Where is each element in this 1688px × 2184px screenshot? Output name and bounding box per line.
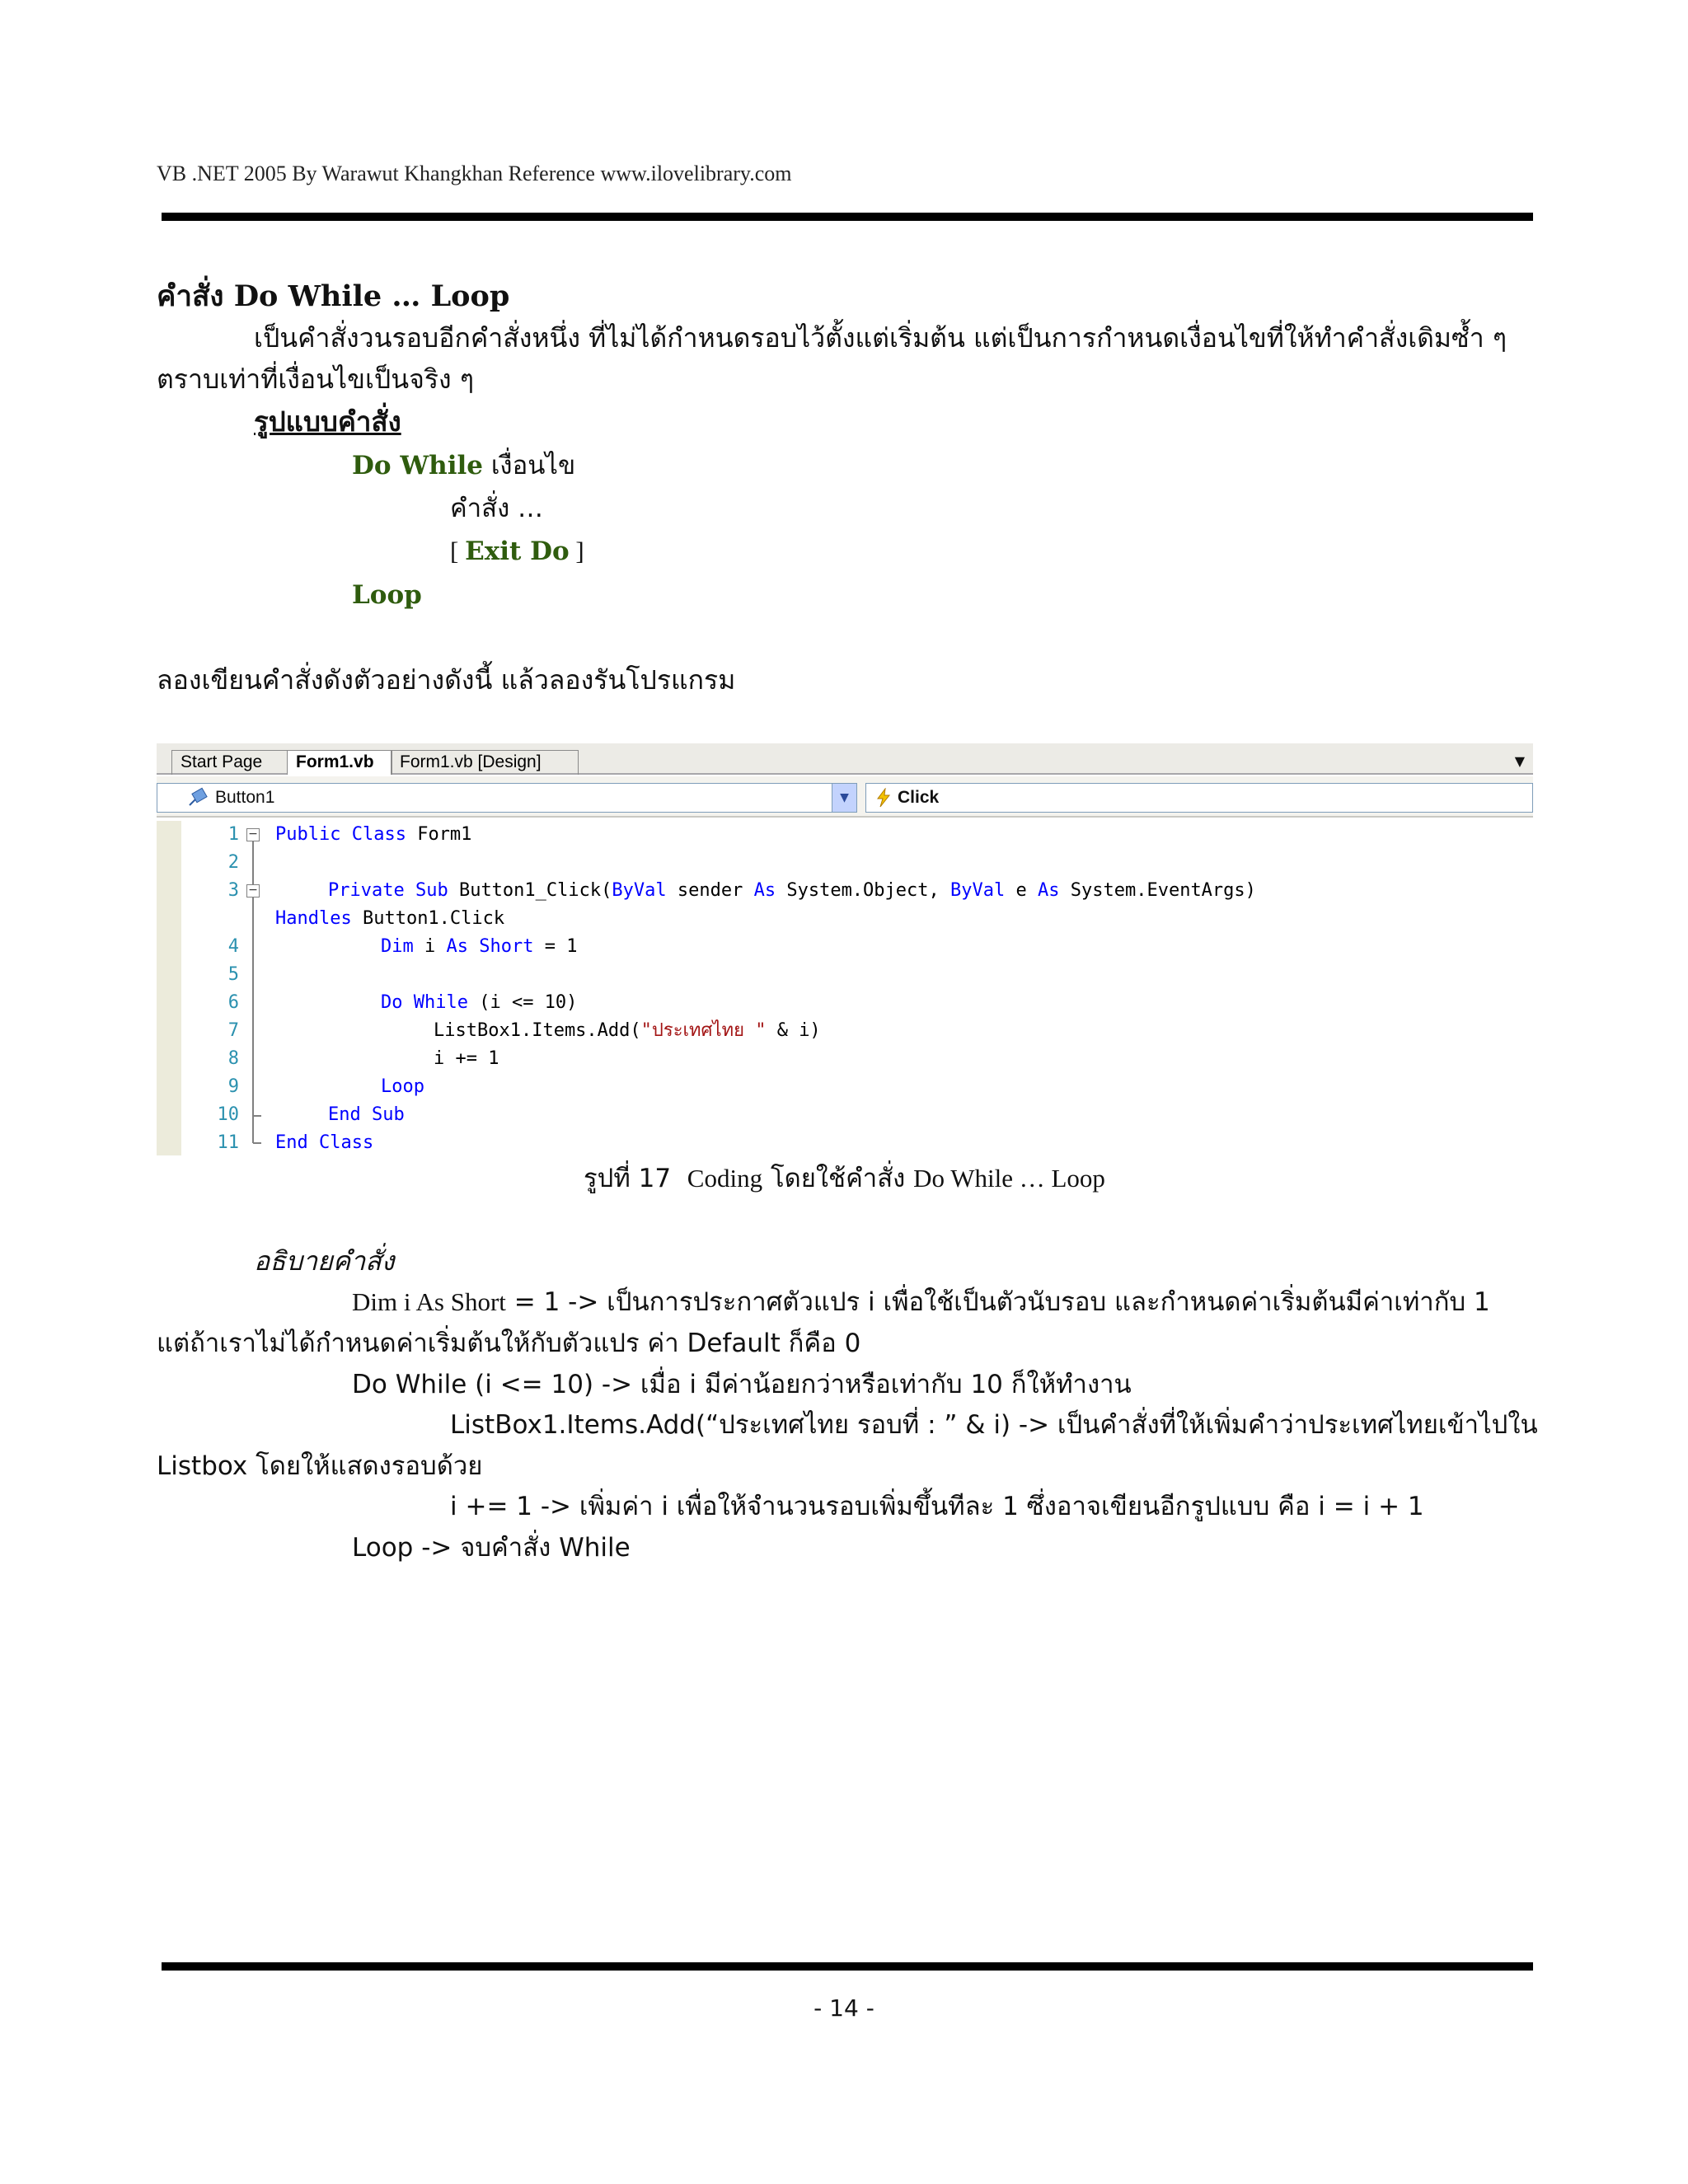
code-line-7 bbox=[434, 1017, 821, 1045]
navigation-bar bbox=[157, 776, 1533, 818]
line-number: 10 bbox=[217, 1104, 239, 1125]
code-keyword: End Sub bbox=[328, 1104, 405, 1125]
code-text: (i <= 10) bbox=[467, 992, 578, 1013]
code-text: ListBox1.Items.Add( bbox=[434, 1020, 641, 1041]
line-number: 8 bbox=[227, 1048, 239, 1069]
explanation-line-6: i += 1 -> เพิ่มค่า i เพื่อให้จำนวนรอบเพิ่มขึ้นทีละ 1 ซึ่งอาจเขียนอีกรูปแบบ คือ i = i + 1 bbox=[450, 1492, 1424, 1521]
code-keyword: Loop bbox=[381, 1076, 424, 1097]
caption-thai: โดยใช้คำสั่ง bbox=[762, 1164, 914, 1193]
tab-form1-vb[interactable]: Form1.vb bbox=[287, 750, 392, 775]
code-line-11 bbox=[275, 1129, 373, 1157]
code-text: System.Object, bbox=[776, 880, 951, 901]
tab-start-page[interactable]: Start Page bbox=[171, 750, 295, 775]
tab-list-dropdown-icon[interactable]: ▼ bbox=[1514, 753, 1525, 769]
code-keyword: ByVal bbox=[950, 880, 1006, 901]
line-number: 9 bbox=[227, 1076, 239, 1097]
code-keyword: End Class bbox=[275, 1132, 374, 1153]
code-text: Button1.Click bbox=[351, 908, 505, 929]
syntax-do-while-keyword: Do While bbox=[352, 451, 483, 480]
page-header: VB .NET 2005 By Warawut Khangkhan Reference www.ilovelibrary.com bbox=[157, 162, 792, 185]
lightning-event-icon bbox=[874, 788, 893, 808]
outline-end-class-tick bbox=[253, 1142, 261, 1144]
code-line-10 bbox=[328, 1101, 405, 1129]
line-number: 1 bbox=[227, 824, 239, 845]
code-text: System.EventArgs) bbox=[1059, 880, 1256, 901]
syntax-exit-do bbox=[450, 531, 584, 572]
line-number: 4 bbox=[227, 936, 239, 957]
code-keyword: As bbox=[753, 880, 776, 901]
code-text: Form1 bbox=[406, 824, 472, 845]
code-line-8: i += 1 bbox=[434, 1048, 499, 1069]
intro-line-1: เป็นคำสั่งวนรอบอีกคำสั่งหนึ่ง ที่ไม่ได้กำหนดรอบไว้ตั้งแต่เริ่มต้น แต่เป็นการกำหนดเงื่อนไขที่ให้ทำคำสั่งเดิมซ้ำ ๆ bbox=[254, 322, 1507, 354]
collapse-sub-icon[interactable]: − bbox=[246, 884, 260, 898]
tab-form1-design[interactable]: Form1.vb [Design] bbox=[391, 750, 579, 775]
code-text: & i) bbox=[766, 1020, 821, 1041]
header-rule bbox=[162, 213, 1533, 221]
line-number: 7 bbox=[227, 1020, 239, 1041]
editor-tab-bar bbox=[157, 743, 1533, 775]
line-number: 3 bbox=[227, 880, 239, 901]
line-number: 11 bbox=[217, 1132, 239, 1153]
section-heading: คำสั่ง Do While … Loop bbox=[157, 279, 510, 313]
page-number: - 14 - bbox=[814, 1994, 874, 2022]
syntax-condition: เงื่อนไข bbox=[482, 451, 576, 480]
explanation-line-5: Listbox โดยให้แสดงรอบด้วย bbox=[157, 1451, 483, 1481]
code-keyword: ByVal bbox=[612, 880, 667, 901]
caption-latin: Coding bbox=[687, 1164, 763, 1193]
collapse-class-icon[interactable]: − bbox=[246, 828, 260, 841]
code-text: = 1 bbox=[533, 936, 578, 957]
explanation-line-3: Do While (i <= 10) -> เมื่อ i มีค่าน้อยกว่าหรือเท่ากับ 10 ก็ให้ทำงาน bbox=[352, 1370, 1132, 1399]
line-number: 5 bbox=[227, 964, 239, 985]
code-line-9 bbox=[381, 1073, 424, 1101]
outline-end-sub-tick bbox=[253, 1115, 261, 1117]
syntax-loop bbox=[352, 574, 422, 616]
object-combo-chevron-down-icon[interactable]: ▼ bbox=[832, 784, 856, 812]
explanation-line-2: แต่ถ้าเราไม่ได้กำหนดค่าเริ่มต้นให้กับตัวแปร ค่า Default ก็คือ 0 bbox=[157, 1329, 861, 1358]
button-object-icon bbox=[187, 787, 210, 808]
code-keyword: As bbox=[1038, 880, 1060, 901]
code-line-6 bbox=[381, 989, 577, 1017]
event-combo-value: Click bbox=[898, 788, 940, 807]
code-keyword: Dim bbox=[381, 936, 414, 957]
code-keyword: As Short bbox=[446, 936, 534, 957]
figure-number: รูปที่ 17 bbox=[584, 1164, 672, 1193]
code-line-1 bbox=[275, 821, 471, 849]
event-combo[interactable] bbox=[865, 783, 1533, 813]
code-keyword: Do While bbox=[381, 992, 468, 1013]
code-text: Button1_Click( bbox=[448, 880, 612, 901]
footer-rule bbox=[162, 1962, 1533, 1971]
code-editor[interactable] bbox=[157, 821, 1533, 1155]
object-combo-value: Button1 bbox=[215, 788, 275, 807]
syntax-statement: คำสั่ง … bbox=[450, 494, 544, 523]
code-line-3 bbox=[328, 877, 1256, 905]
explanation-line-7: Loop -> จบคำสั่ง While bbox=[352, 1533, 631, 1563]
editor-gutter bbox=[157, 821, 181, 1155]
syntax-loop-keyword: Loop bbox=[352, 580, 422, 610]
explanation-code: Dim i As Short bbox=[352, 1287, 506, 1316]
object-combo[interactable] bbox=[157, 783, 857, 813]
explanation-heading: อธิบายคำสั่ง bbox=[254, 1245, 395, 1277]
syntax-do-while bbox=[352, 445, 575, 486]
code-line-3-wrap bbox=[275, 905, 504, 933]
explanation-line-1 bbox=[352, 1282, 1490, 1323]
code-text: e bbox=[1005, 880, 1038, 901]
outline-guide bbox=[252, 835, 254, 1143]
code-text: i bbox=[413, 936, 447, 957]
caption-end: Do While … Loop bbox=[913, 1164, 1105, 1193]
ide-screenshot bbox=[157, 740, 1533, 1156]
syntax-heading: รูปแบบคำสั่ง bbox=[254, 405, 401, 438]
intro-line-2: ตราบเท่าที่เงื่อนไขเป็นจริง ๆ bbox=[157, 363, 475, 395]
code-keyword: Handles bbox=[275, 908, 352, 929]
code-keyword: Public Class bbox=[275, 824, 406, 845]
explanation-text: = 1 -> เป็นการประกาศตัวแปร i เพื่อใช้เป็นตัวนับรอบ และกำหนดค่าเริ่มต้นมีค่าเท่ากับ 1 bbox=[505, 1287, 1490, 1317]
syntax-exit-open: [ bbox=[450, 537, 466, 565]
code-text: sender bbox=[666, 880, 754, 901]
syntax-exit-keyword: Exit Do bbox=[465, 537, 570, 566]
line-number: 2 bbox=[227, 852, 239, 873]
explanation-line-4: ListBox1.Items.Add(“ประเทศไทย รอบที่ : ” & i) -> เป็นคำสั่งที่ให้เพิ่มคำว่าประเทศไทยเข้าไปใน bbox=[450, 1410, 1538, 1440]
code-keyword: Private Sub bbox=[328, 880, 448, 901]
try-instruction: ลองเขียนคำสั่งดังตัวอย่างดังนี้ แล้วลองรันโปรแกรม bbox=[157, 664, 736, 696]
syntax-exit-close: ] bbox=[569, 537, 584, 565]
figure-caption bbox=[584, 1157, 1105, 1198]
line-number: 6 bbox=[227, 992, 239, 1013]
code-string: "ประเทศไทย " bbox=[640, 1020, 767, 1041]
code-line-4 bbox=[381, 933, 577, 961]
